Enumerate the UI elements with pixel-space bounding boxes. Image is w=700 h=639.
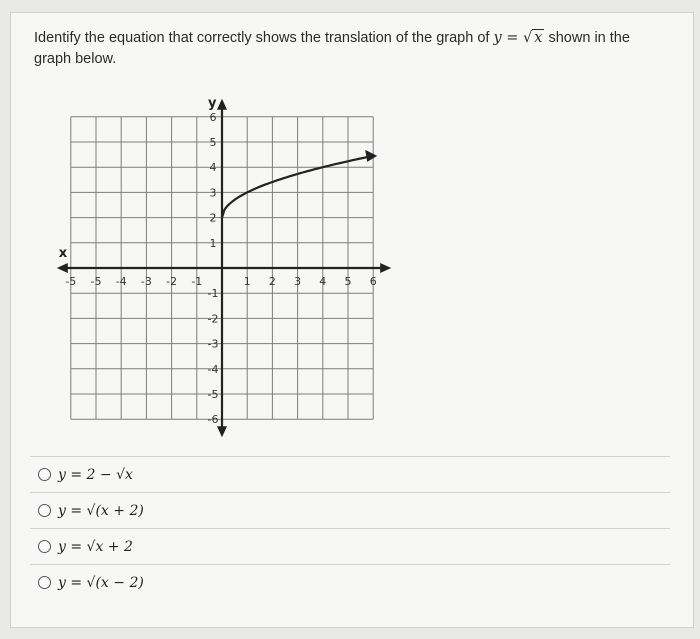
curve-arrowhead bbox=[365, 150, 377, 162]
x-axis-label: x bbox=[58, 246, 68, 261]
radio-button[interactable] bbox=[38, 504, 51, 517]
choice-3[interactable]: y = √x + 2 bbox=[30, 528, 670, 564]
y-axis-arrow bbox=[217, 99, 227, 110]
x-tick-label: -4 bbox=[115, 275, 127, 288]
x-tick-label: -3 bbox=[140, 275, 152, 288]
x-tick-label: 3 bbox=[294, 275, 302, 288]
answer-choices bbox=[30, 456, 670, 600]
equation-inline: y = √ x bbox=[493, 30, 544, 46]
y-axis-arrow-down bbox=[217, 426, 227, 437]
y-tick-label: -2 bbox=[207, 312, 219, 326]
y-tick-label: -4 bbox=[207, 362, 219, 376]
y-tick-label: 6 bbox=[209, 110, 217, 124]
x-axis-arrow bbox=[380, 263, 391, 273]
x-tick-label: 2 bbox=[268, 275, 276, 288]
choice-1[interactable]: y = 2 − √x bbox=[30, 456, 670, 492]
y-tick-label: 1 bbox=[209, 236, 217, 250]
x-tick-label: -2 bbox=[166, 275, 178, 288]
x-axis-arrow-left bbox=[57, 263, 68, 273]
x-tick-label: 1 bbox=[243, 275, 251, 288]
x-tick-label: 4 bbox=[319, 275, 327, 288]
y-tick-label: 5 bbox=[209, 136, 217, 149]
x-tick-label: 6 bbox=[369, 275, 377, 288]
x-tick-label: 5 bbox=[344, 275, 352, 288]
y-tick-label: 3 bbox=[209, 186, 217, 200]
y-axis-label: y bbox=[208, 95, 217, 111]
choice-4[interactable]: y = √(x − 2) bbox=[30, 564, 670, 600]
y-tick-label: 2 bbox=[209, 211, 217, 225]
choice-2[interactable]: y = √(x + 2) bbox=[30, 492, 670, 528]
y-tick-label: 4 bbox=[209, 161, 217, 175]
question-text: Identify the equation that correctly shows the translation of the graph of y = √ x shown in the graph below. bbox=[34, 30, 630, 67]
radio-button[interactable] bbox=[38, 540, 51, 553]
x-tick-label: -1 bbox=[191, 275, 203, 288]
y-tick-label: -5 bbox=[207, 388, 219, 401]
radical-symbol: √ x bbox=[523, 30, 543, 46]
axes bbox=[57, 99, 391, 437]
radio-button[interactable] bbox=[38, 468, 51, 481]
x-tick-label: -5 bbox=[65, 275, 77, 288]
radio-button[interactable] bbox=[38, 576, 51, 589]
y-tick-label: -3 bbox=[207, 337, 219, 351]
x-tick-label: -5 bbox=[90, 275, 102, 288]
y-tick-label: -6 bbox=[207, 413, 219, 427]
y-tick-label: -1 bbox=[207, 287, 219, 301]
